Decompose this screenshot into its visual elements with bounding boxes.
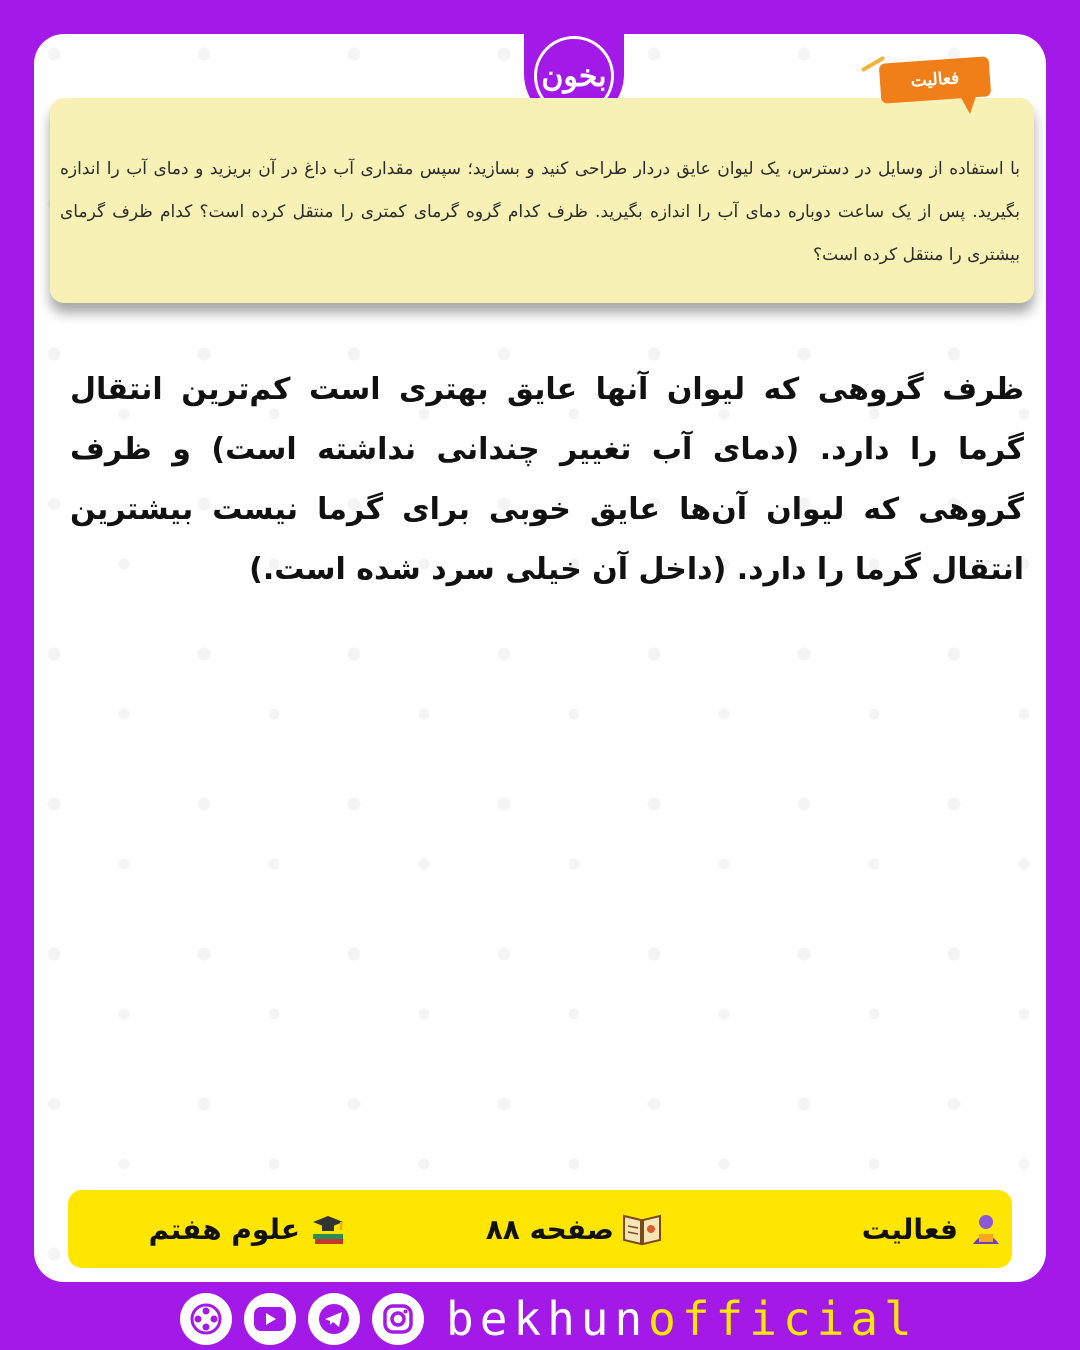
info-bar — [68, 1190, 1012, 1268]
badge-tail-icon — [960, 96, 976, 114]
film-reel-icon[interactable] — [180, 1293, 232, 1345]
info-activity — [862, 1190, 1006, 1268]
telegram-icon[interactable] — [308, 1293, 360, 1345]
activity-badge: فعالیت — [879, 56, 992, 104]
info-subject — [149, 1190, 348, 1268]
page-label: صفحه ۸۸ — [485, 1212, 614, 1246]
instagram-icon[interactable] — [372, 1293, 424, 1345]
teacher-icon — [966, 1211, 1006, 1247]
youtube-icon[interactable] — [244, 1293, 296, 1345]
answer-text: ظرف گروهی که لیوان آنها عایق بهتری است کم‌ترین انتقال گرما را دارد. (دمای آب تغییر چندانی نداشته است) و ظرف گروهی که لیوان آن‌ها عایق خوبی برای گرما نیست بیشترین انتقال گرما را دارد. (داخل آن خیلی سرد شده است.) — [70, 372, 1024, 587]
textbook-question: با استفاده از وسایل در دسترس، یک لیوان عایق دردار طراحی کنید و بسازید؛ سپس مقداری آب داغ در آن بریزید و دمای آب را اندازه بگیرید. پس از یک ساعت دوباره دمای آب را اندازه بگیرید. ظرف کدام گروه گرمای کمتری را منتقل کرده است؟ کدام ظرف گرمای بیشتری را منتقل کرده است؟ — [60, 159, 1020, 265]
graduation-books-icon — [308, 1211, 348, 1247]
activity-label: فعالیت — [861, 1212, 958, 1246]
subject-label: علوم هفتم — [148, 1212, 300, 1246]
logo-text: بخون — [534, 36, 614, 116]
brand-handle[interactable] — [446, 1288, 918, 1350]
info-page — [486, 1190, 662, 1268]
brand-part-1: bekhun — [446, 1292, 649, 1346]
book-icon — [622, 1211, 662, 1247]
footer — [180, 1288, 920, 1350]
brand-part-2: official — [648, 1292, 918, 1346]
